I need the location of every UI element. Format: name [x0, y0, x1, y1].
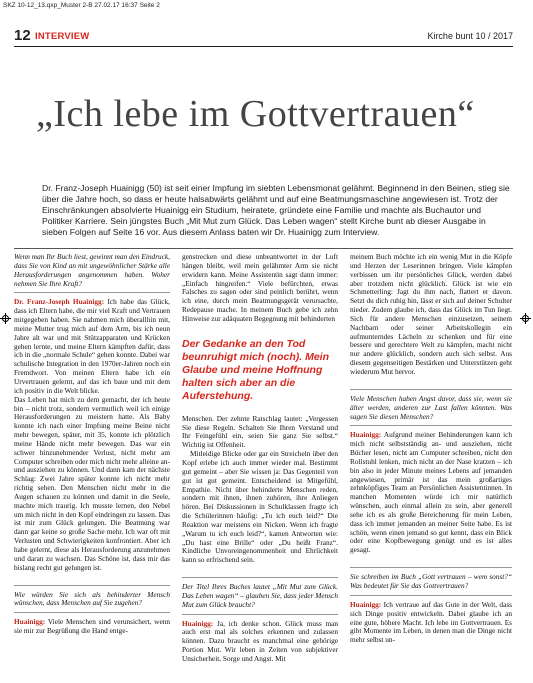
divider: [14, 585, 170, 586]
answer: [182, 620, 338, 664]
pull-quote: Der Gedanke an den Tod beunruhigt mich (noch). Mein Glaube und meine Hoffnung halten sich aber an die Auferstehung.: [182, 337, 329, 402]
divider: [14, 612, 170, 613]
divider: [350, 389, 512, 390]
issue-label: Kirche bunt 10 / 2017: [427, 31, 513, 41]
answer-text: Ich habe das Glück, dass ich Eltern habe, die mir viel Kraft und Vertrauen mitgegeben haben. Sie nahmen mich überallhin mit, meine Mutter trug mich auf dem Arm, bis ich neun Jahre alt war und mit Stützapparaten und Krücken gehen lernte, und meine Eltern kämpften dafür, dass ich in die „normale Schule“ gehen konnte. Dabei war schulische Integration in den 1970er-Jahren noch ein Fremdwort. Von meinen Eltern habe ich ein Urvertrauen gelernt, auf das ich baue und mit dem ich positiv in die Welt blicke.: [14, 297, 170, 395]
answer-text: Ja, ich denke schon. Glück muss man auch erst mal als solches erkennen und zulassen können. Dazu braucht es manchmal eine gehörige Portion Mut. Wir leben in Zeiten von subjektiver Unsicherheit, Sorge und Angst. Mit: [182, 618, 339, 663]
answer: [350, 431, 512, 555]
column-2: [182, 253, 338, 664]
registration-mark-icon: [0, 313, 11, 324]
section-rubric: INTERVIEW: [35, 31, 90, 42]
page-number: 12: [14, 27, 31, 44]
speaker-label: Huainigg:: [350, 430, 382, 440]
divider: [350, 595, 512, 596]
speaker-label: Huainigg:: [14, 617, 46, 627]
answer: [14, 298, 170, 395]
answer-text: genstrecken und diese unbeantwortet in der Luft hängen bleibt, weil mein gelähmter Arm sie nicht erwidern kann. Meine Assistentin sagt dann immer: „Einfach hingreifen.“ Viele befürchten, etwas Falsches zu sagen oder sind peinlich berührt, wenn ich eine, durch mein Beatmungsgerät verursachte, Redepause mache. In meinem Buch gebe ich zehn Hinweise zur adäquaten Begegnung mit behinderten: [182, 252, 338, 323]
intro-text: Dr. Franz-Joseph Huainigg (50) ist seit einer Impfung im siebten Lebensmonat gelähmt. Beginnend in den Beinen, stieg sie über die Jahre hoch, so dass er heute halsabwärts gelähmt und auf eine Beatmungsmaschine angewiesen ist. Trotz der Einschränkungen absolvierte Huainigg ein Studium, heiratete, gründete eine Familie und machte als Buchautor und Politiker Karriere. Sein jüngstes Buch „Mit Mut zum Glück. Das Leben wagen“ stellt Kirche bunt ab dieser Ausgabe in sieben Folgen auf Seite 16 vor. Aus diesem Anlass baten wir Dr. Huainigg zum Interview.: [42, 183, 510, 237]
divider: [14, 292, 170, 293]
divider: [182, 577, 338, 578]
answer: [350, 601, 512, 645]
question: Sie schreiben im Buch „Gott vertrauen – wem sonst?“ Was bedeutet für Sie das Gottvertrauen?: [350, 572, 512, 590]
speaker-label: Dr. Franz-Joseph Huainigg:: [14, 297, 105, 307]
divider: [350, 425, 512, 426]
answer-text: Das Leben hat mich zu dem gemacht, der ich heute bin – nicht trotz, sondern vermutlich weil ich einige Herausforderungen zu meistern hatte. Als Baby konnte ich nach einer Impfung meine Beine nicht mehr bewegen, später, mit 35, konnte ich plötzlich meine Hände nicht mehr bewegen. Das war ein schwer hinzunehmender Verlust, nicht mehr am Computer schreiben oder mich nicht mehr alleine an- und ausziehen zu können. Und dann kam der nächste Schlag: Zwei Jahre später konnte ich nicht mehr richtig sehen. Den Menschen nicht mehr in die Augen schauen zu können und damit in die Seele, machte mich traurig. Ich musste lernen, den Nebel um mich nicht in den Kopf eindringen zu lassen. Das ist mir zum Glück gelungen. Die Beatmung war dann gar keine so große Sache mehr. Ich war oft mit Verlusten und Schwierigkeiten konfrontiert. Aber ich habe gelernt, diese als Herausforderung anzunehmen und daran zu wachsen. Das Schöne ist, dass mir das bislang recht gut gelungen ist.: [14, 394, 170, 572]
speaker-label: Huainigg:: [182, 618, 214, 628]
headline: „Ich lebe im Gottvertrauen“: [36, 93, 475, 135]
speaker-label: Huainigg:: [350, 599, 382, 609]
question: Wie würden Sie sich als behinderter Mensch wünschen, dass Menschen auf Sie zugehen?: [14, 589, 170, 608]
answer-text: Ich vertraue auf das Gute in der Welt, dass sich Dinge positiv entwickeln. Dabei glaube ich an eine gute, höhere Macht. Ich lebe im Gottvertrauen. Es gibt Momente im Leben, in denen man die Dinge nicht mehr selbst un-: [350, 599, 512, 645]
answer-text: Viele Menschen sind verunsichert, wenn sie mir zur Begrüßung die Hand entge-: [14, 617, 170, 636]
divider: [182, 614, 338, 615]
column-3: [350, 253, 512, 645]
question: Wenn man Ihr Buch liest, gewinnt man den Eindruck, dass Sie von Kind an mit ungewöhnlicher Stärke alle Herausforderungen angenommen haben. Woher nehmen Sie Ihre Kraft?: [14, 252, 170, 288]
column-1: [14, 253, 170, 636]
answer-text: Menschen. Der zehnte Ratschlag lautet: „Vergessen Sie diese Regeln. Schalten Sie Ihren Verstand und Ihr Feingefühl ein, seien Sie ganz Sie selbst.“ Wichtig ist Offenheit.: [182, 413, 338, 450]
header-rule: [14, 46, 513, 47]
divider: [350, 567, 512, 568]
question: Viele Menschen haben Angst davor, dass sie, wenn sie älter werden, anderen zur Last fallen könnten. Was sagen Sie diesen Menschen?: [350, 393, 512, 421]
print-slug: SKZ 10-12_13.qxp_Muster 2-B 27.02.17 16:37 Seite 2: [3, 2, 160, 9]
answer-text: Mitleidige Blicke oder gar ein Streicheln über den Kopf erlebe ich auch immer wieder mal. Bestimmt gut gemeint – aber Sie wissen ja: Das Gegenteil von gut ist gut gemeint. Entscheidend ist Mitgefühl, Empathie. Nicht über behinderte Menschen reden, sondern mit ihnen, ihnen zuhören, ihre Anliegen hören. Bei Diskussionen in Schulklassen fragte ich die Schülerinnen häufig: „Tu ich euch leid?“ Die Reaktion war meistens ein Nicken. Wenn ich fragte „Warum tu ich euch leid?“, kamen Antworten wie: „Du hast eine Brille“ oder „Du heißt Franz“. Kindliche Unvoreingenommenheit und Ehrlichkeit kann so erfrischend sein.: [182, 449, 338, 565]
registration-mark-icon: [520, 313, 531, 324]
question: Der Titel Ihres Buches lautet „Mit Mut zum Glück. Das Leben wagen“ – glauben Sie, dass jeder Mensch Mut zum Glück braucht?: [182, 582, 338, 609]
answer-text: Aufgrund meiner Behinderungen kann ich mich nicht selbstständig an- und ausziehen, nicht Bücher lesen, nicht am Computer schreiben, nicht den Rollstuhl lenken, mich nicht an der Nase kratzen – ich bin also in jeder Minute meines Lebens auf jemanden angewiesen, primär ist das mein großartiges zehnköpfiges Team an Persönlichen Assistentinnen. In manchen Momenten würde ich mir natürlich wünschen, auch einmal allein zu sein, aber generell sehe ich es als große Bereicherung für mein Leben, dass ich immer jemanden an meiner Seite habe. Es ist schön, wenn einen jemand so gut kennt, dass ein Blick oder eine Kopfbewegung genügt und es ist alles gesagt.: [350, 430, 513, 555]
answer-text: meinem Buch möchte ich ein wenig Mut in die Köpfe und Herzen der Leserinnen bringen. Viele kämpfen verbissen um ihr persönliches Glück, werden dabei aber trotzdem nicht glücklich. Glück ist wie ein Schmetterling: Jagt du ihm nach, flattert er davon. Setzt du dich ruhig hin, lässt er sich auf deiner Schulter nieder. Zudem glaube ich, dass das Glück im Tun liegt. Sich für andere Menschen einzusetzen, seinem Nachbarn oder seiner Arbeitskollegin ein aufmunterndes Lächeln zu schenken und für eine bessere und gerechtere Welt zu kämpfen, macht nicht nur andere glücklich, sondern auch sich selbst. Aus diesem gegenseitigen Bestärken und Unterstützen geht wiederum Mut hervor.: [350, 252, 512, 376]
intro-rule: [14, 248, 513, 249]
answer: [14, 618, 170, 636]
